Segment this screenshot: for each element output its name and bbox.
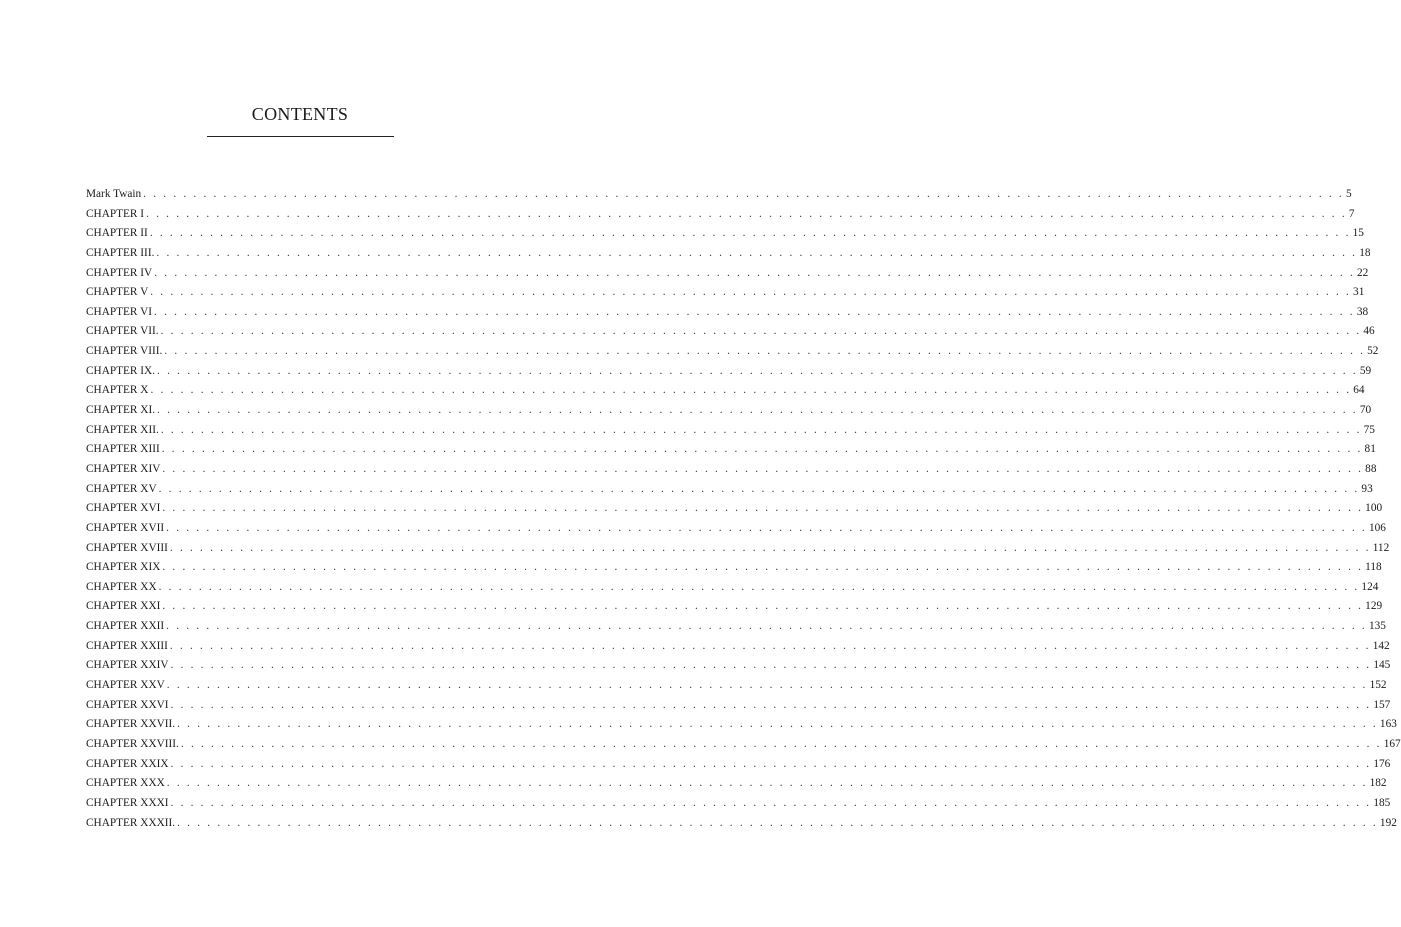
toc-entry[interactable] bbox=[86, 755, 1391, 775]
toc-entry-label: CHAPTER XXII bbox=[86, 620, 165, 633]
toc-entry[interactable] bbox=[86, 676, 1387, 696]
dot-leader: . . . . . . . . . . . . . . . . . . . . . . . . . . . . . . . . . . . . . . . . . . . . . . . . . . . . . . . . . . . . . . . . . . . . . . . . . . . . . . . . . . . . . . . . . . . . . . . . . . . . . . . . . . . . . . . . . . . . . . . . bbox=[166, 521, 1367, 534]
toc-entry[interactable] bbox=[86, 715, 1397, 735]
toc-entry-page-number: 18 bbox=[1359, 246, 1371, 259]
toc-entry-page-number: 112 bbox=[1372, 541, 1390, 554]
toc-entry-page-number: 118 bbox=[1365, 561, 1382, 574]
toc-entry-label: CHAPTER XXV bbox=[86, 679, 165, 692]
dot-leader: . . . . . . . . . . . . . . . . . . . . . . . . . . . . . . . . . . . . . . . . . . . . . . . . . . . . . . . . . . . . . . . . . . . . . . . . . . . . . . . . . . . . . . . . . . . . . . . . . . . . . . . . . . . . . . . . . . . . . . . . bbox=[143, 188, 1344, 200]
table-of-contents bbox=[86, 185, 1401, 833]
dot-leader: . . . . . . . . . . . . . . . . . . . . . . . . . . . . . . . . . . . . . . . . . . . . . . . . . . . . . . . . . . . . . . . . . . . . . . . . . . . . . . . . . . . . . . . . . . . . . . . . . . . . . . . . . . . . . . . . . . . . . . . . bbox=[164, 345, 1366, 358]
toc-entry-label: CHAPTER XXIX bbox=[86, 757, 169, 770]
toc-entry-label: CHAPTER XII. bbox=[86, 423, 159, 436]
toc-entry-page-number: 64 bbox=[1353, 384, 1365, 397]
dot-leader: . . . . . . . . . . . . . . . . . . . . . . . . . . . . . . . . . . . . . . . . . . . . . . . . . . . . . . . . . . . . . . . . . . . . . . . . . . . . . . . . . . . . . . . . . . . . . . . . . . . . . . . . . . . . . . . . . . . . . . . . bbox=[149, 227, 1351, 240]
toc-entry-page-number: 182 bbox=[1369, 777, 1387, 790]
toc-entry[interactable] bbox=[86, 578, 1379, 598]
toc-entry[interactable] bbox=[86, 597, 1383, 617]
toc-entry-page-number: 59 bbox=[1359, 364, 1372, 377]
toc-entry-page-number: 176 bbox=[1373, 757, 1391, 770]
toc-entry-label: CHAPTER XXVI bbox=[86, 698, 169, 711]
dot-leader: . . . . . . . . . . . . . . . . . . . . . . . . . . . . . . . . . . . . . . . . . . . . . . . . . . . . . . . . . . . . . . . . . . . . . . . . . . . . . . . . . . . . . . . . . . . . . . . . . . . . . . . . . . . . . . . . . . . . . . . . bbox=[157, 364, 1358, 377]
dot-leader: . . . . . . . . . . . . . . . . . . . . . . . . . . . . . . . . . . . . . . . . . . . . . . . . . . . . . . . . . . . . . . . . . . . . . . . . . . . . . . . . . . . . . . . . . . . . . . . . . . . . . . . . . . . . . . . . . . . . . . . . bbox=[161, 443, 1363, 456]
dot-leader: . . . . . . . . . . . . . . . . . . . . . . . . . . . . . . . . . . . . . . . . . . . . . . . . . . . . . . . . . . . . . . . . . . . . . . . . . . . . . . . . . . . . . . . . . . . . . . . . . . . . . . . . . . . . . . . . . . . . . . . . bbox=[162, 561, 1364, 574]
dot-leader: . . . . . . . . . . . . . . . . . . . . . . . . . . . . . . . . . . . . . . . . . . . . . . . . . . . . . . . . . . . . . . . . . . . . . . . . . . . . . . . . . . . . . . . . . . . . . . . . . . . . . . . . . . . . . . . . . . . . . . . . bbox=[170, 757, 1372, 770]
toc-entry-label: CHAPTER XXI bbox=[86, 600, 161, 613]
dot-leader: . . . . . . . . . . . . . . . . . . . . . . . . . . . . . . . . . . . . . . . . . . . . . . . . . . . . . . . . . . . . . . . . . . . . . . . . . . . . . . . . . . . . . . . . . . . . . . . . . . . . . . . . . . . . . . . . . . . . . . . . bbox=[162, 462, 1364, 475]
toc-entry-label: CHAPTER VI bbox=[86, 305, 153, 318]
toc-entry[interactable] bbox=[86, 499, 1383, 519]
toc-entry-label: CHAPTER V bbox=[86, 286, 149, 299]
toc-entry[interactable] bbox=[86, 519, 1386, 539]
toc-entry[interactable] bbox=[86, 774, 1387, 794]
toc-entry-page-number: 81 bbox=[1364, 443, 1376, 456]
toc-entry-label: CHAPTER VIII. bbox=[86, 345, 163, 358]
toc-entry-label: CHAPTER VII. bbox=[86, 325, 159, 338]
toc-entry[interactable] bbox=[86, 342, 1379, 362]
toc-entry[interactable] bbox=[86, 381, 1365, 401]
toc-entry-label: Mark Twain bbox=[86, 188, 142, 200]
dot-leader: . . . . . . . . . . . . . . . . . . . . . . . . . . . . . . . . . . . . . . . . . . . . . . . . . . . . . . . . . . . . . . . . . . . . . . . . . . . . . . . . . . . . . . . . . . . . . . . . . . . . . . . . . . . . . . . . . . . . . . . . bbox=[150, 286, 1352, 299]
dot-leader: . . . . . . . . . . . . . . . . . . . . . . . . . . . . . . . . . . . . . . . . . . . . . . . . . . . . . . . . . . . . . . . . . . . . . . . . . . . . . . . . . . . . . . . . . . . . . . . . . . . . . . . . . . . . . . . . . . . . . . . . bbox=[170, 698, 1372, 711]
toc-entry-label: CHAPTER XVI bbox=[86, 502, 161, 515]
toc-entry[interactable] bbox=[86, 205, 1355, 225]
toc-entry-label: CHAPTER XVIII bbox=[86, 541, 168, 554]
toc-entry-page-number: 46 bbox=[1363, 325, 1375, 338]
dot-leader: . . . . . . . . . . . . . . . . . . . . . . . . . . . . . . . . . . . . . . . . . . . . . . . . . . . . . . . . . . . . . . . . . . . . . . . . . . . . . . . . . . . . . . . . . . . . . . . . . . . . . . . . . . . . . . . . . . . . . . . . bbox=[156, 246, 1358, 259]
toc-entry[interactable] bbox=[86, 264, 1369, 284]
toc-entry-page-number: 157 bbox=[1373, 698, 1391, 711]
toc-entry[interactable] bbox=[86, 480, 1373, 500]
toc-entry[interactable] bbox=[86, 460, 1377, 480]
toc-entry-page-number: 163 bbox=[1379, 718, 1397, 731]
toc-entry-label: CHAPTER I bbox=[86, 207, 145, 220]
toc-entry-page-number: 145 bbox=[1373, 659, 1391, 672]
toc-entry[interactable] bbox=[86, 539, 1390, 559]
toc-entry[interactable] bbox=[86, 440, 1376, 460]
dot-leader: . . . . . . . . . . . . . . . . . . . . . . . . . . . . . . . . . . . . . . . . . . . . . . . . . . . . . . . . . . . . . . . . . . . . . . . . . . . . . . . . . . . . . . . . . . . . . . . . . . . . . . . . . . . . . . . . . . . . . . . . bbox=[150, 384, 1352, 397]
toc-entry-page-number: 192 bbox=[1379, 816, 1397, 829]
dot-leader: . . . . . . . . . . . . . . . . . . . . . . . . . . . . . . . . . . . . . . . . . . . . . . . . . . . . . . . . . . . . . . . . . . . . . . . . . . . . . . . . . . . . . . . . . . . . . . . . . . . . . . . . . . . . . . . . . . . . . . . . bbox=[158, 482, 1360, 495]
toc-entry-label: CHAPTER XXXII. bbox=[86, 816, 176, 829]
toc-entry-page-number: 167 bbox=[1383, 737, 1401, 750]
toc-entry[interactable] bbox=[86, 696, 1391, 716]
toc-entry-label: CHAPTER XI. bbox=[86, 404, 156, 417]
dot-leader: . . . . . . . . . . . . . . . . . . . . . . . . . . . . . . . . . . . . . . . . . . . . . . . . . . . . . . . . . . . . . . . . . . . . . . . . . . . . . . . . . . . . . . . . . . . . . . . . . . . . . . . . . . . . . . . . . . . . . . . . bbox=[169, 541, 1371, 554]
dot-leader: . . . . . . . . . . . . . . . . . . . . . . . . . . . . . . . . . . . . . . . . . . . . . . . . . . . . . . . . . . . . . . . . . . . . . . . . . . . . . . . . . . . . . . . . . . . . . . . . . . . . . . . . . . . . . . . . . . . . . . . . bbox=[162, 600, 1364, 613]
toc-entry-label: CHAPTER XIII bbox=[86, 443, 160, 456]
toc-entry[interactable] bbox=[86, 656, 1391, 676]
toc-entry-page-number: 100 bbox=[1365, 502, 1383, 515]
toc-entry-page-number: 7 bbox=[1348, 207, 1355, 220]
dot-leader: . . . . . . . . . . . . . . . . . . . . . . . . . . . . . . . . . . . . . . . . . . . . . . . . . . . . . . . . . . . . . . . . . . . . . . . . . . . . . . . . . . . . . . . . . . . . . . . . . . . . . . . . . . . . . . . . . . . . . . . . bbox=[158, 580, 1360, 593]
dot-leader: . . . . . . . . . . . . . . . . . . . . . . . . . . . . . . . . . . . . . . . . . . . . . . . . . . . . . . . . . . . . . . . . . . . . . . . . . . . . . . . . . . . . . . . . . . . . . . . . . . . . . . . . . . . . . . . . . . . . . . . . bbox=[177, 718, 1378, 731]
toc-entry-page-number: 129 bbox=[1365, 600, 1383, 613]
toc-entry-label: CHAPTER XXIV bbox=[86, 659, 169, 672]
toc-entry-page-number: 22 bbox=[1357, 266, 1369, 279]
dot-leader: . . . . . . . . . . . . . . . . . . . . . . . . . . . . . . . . . . . . . . . . . . . . . . . . . . . . . . . . . . . . . . . . . . . . . . . . . . . . . . . . . . . . . . . . . . . . . . . . . . . . . . . . . . . . . . . . . . . . . . . . bbox=[170, 659, 1372, 672]
toc-entry-page-number: 15 bbox=[1352, 227, 1364, 240]
toc-entry-label: CHAPTER IV bbox=[86, 266, 153, 279]
toc-entry[interactable] bbox=[86, 283, 1365, 303]
toc-entry-label: CHAPTER XXXI bbox=[86, 796, 169, 809]
toc-entry-page-number: 88 bbox=[1365, 462, 1377, 475]
toc-entry[interactable] bbox=[86, 224, 1364, 244]
toc-entry-label: CHAPTER XVII bbox=[86, 521, 165, 534]
dot-leader: . . . . . . . . . . . . . . . . . . . . . . . . . . . . . . . . . . . . . . . . . . . . . . . . . . . . . . . . . . . . . . . . . . . . . . . . . . . . . . . . . . . . . . . . . . . . . . . . . . . . . . . . . . . . . . . . . . . . . . . . bbox=[170, 796, 1372, 809]
toc-entry[interactable] bbox=[86, 617, 1386, 637]
toc-entry-label: CHAPTER XXVIII. bbox=[86, 737, 179, 750]
toc-entry[interactable] bbox=[86, 421, 1375, 441]
toc-entry-label: CHAPTER IX. bbox=[86, 364, 156, 377]
toc-entry-page-number: 38 bbox=[1356, 305, 1369, 318]
toc-entry-label: CHAPTER XV bbox=[86, 482, 157, 495]
toc-entry-label: CHAPTER XXVII. bbox=[86, 718, 176, 731]
dot-leader: . . . . . . . . . . . . . . . . . . . . . . . . . . . . . . . . . . . . . . . . . . . . . . . . . . . . . . . . . . . . . . . . . . . . . . . . . . . . . . . . . . . . . . . . . . . . . . . . . . . . . . . . . . . . . . . . . . . . . . . . bbox=[166, 777, 1368, 790]
title-underline bbox=[207, 136, 394, 137]
dot-leader: . . . . . . . . . . . . . . . . . . . . . . . . . . . . . . . . . . . . . . . . . . . . . . . . . . . . . . . . . . . . . . . . . . . . . . . . . . . . . . . . . . . . . . . . . . . . . . . . . . . . . . . . . . . . . . . . . . . . . . . . bbox=[154, 266, 1356, 279]
toc-entry-page-number: 106 bbox=[1368, 521, 1386, 534]
toc-entry[interactable] bbox=[86, 794, 1391, 814]
toc-entry-page-number: 70 bbox=[1359, 404, 1372, 417]
toc-entry[interactable] bbox=[86, 185, 1352, 205]
toc-entry-label: CHAPTER XIV bbox=[86, 462, 161, 475]
dot-leader: . . . . . . . . . . . . . . . . . . . . . . . . . . . . . . . . . . . . . . . . . . . . . . . . . . . . . . . . . . . . . . . . . . . . . . . . . . . . . . . . . . . . . . . . . . . . . . . . . . . . . . . . . . . . . . . . . . . . . . . . bbox=[166, 679, 1368, 692]
dot-leader: . . . . . . . . . . . . . . . . . . . . . . . . . . . . . . . . . . . . . . . . . . . . . . . . . . . . . . . . . . . . . . . . . . . . . . . . . . . . . . . . . . . . . . . . . . . . . . . . . . . . . . . . . . . . . . . . . . . . . . . . bbox=[166, 620, 1367, 633]
toc-entry-label: CHAPTER II bbox=[86, 227, 148, 240]
toc-entry[interactable] bbox=[86, 244, 1371, 264]
dot-leader: . . . . . . . . . . . . . . . . . . . . . . . . . . . . . . . . . . . . . . . . . . . . . . . . . . . . . . . . . . . . . . . . . . . . . . . . . . . . . . . . . . . . . . . . . . . . . . . . . . . . . . . . . . . . . . . . . . . . . . . . bbox=[162, 502, 1364, 515]
toc-entry[interactable] bbox=[86, 558, 1382, 578]
toc-entry-label: CHAPTER XX bbox=[86, 580, 157, 593]
dot-leader: . . . . . . . . . . . . . . . . . . . . . . . . . . . . . . . . . . . . . . . . . . . . . . . . . . . . . . . . . . . . . . . . . . . . . . . . . . . . . . . . . . . . . . . . . . . . . . . . . . . . . . . . . . . . . . . . . . . . . . . . bbox=[169, 639, 1371, 652]
dot-leader: . . . . . . . . . . . . . . . . . . . . . . . . . . . . . . . . . . . . . . . . . . . . . . . . . . . . . . . . . . . . . . . . . . . . . . . . . . . . . . . . . . . . . . . . . . . . . . . . . . . . . . . . . . . . . . . . . . . . . . . . bbox=[180, 737, 1382, 750]
dot-leader: . . . . . . . . . . . . . . . . . . . . . . . . . . . . . . . . . . . . . . . . . . . . . . . . . . . . . . . . . . . . . . . . . . . . . . . . . . . . . . . . . . . . . . . . . . . . . . . . . . . . . . . . . . . . . . . . . . . . . . . . bbox=[160, 423, 1362, 436]
toc-entry-page-number: 142 bbox=[1372, 639, 1390, 652]
dot-leader: . . . . . . . . . . . . . . . . . . . . . . . . . . . . . . . . . . . . . . . . . . . . . . . . . . . . . . . . . . . . . . . . . . . . . . . . . . . . . . . . . . . . . . . . . . . . . . . . . . . . . . . . . . . . . . . . . . . . . . . . bbox=[177, 816, 1378, 829]
toc-entry-label: CHAPTER X bbox=[86, 384, 149, 397]
toc-entry-page-number: 5 bbox=[1345, 188, 1352, 200]
toc-entry-page-number: 185 bbox=[1373, 796, 1391, 809]
toc-entry[interactable] bbox=[86, 303, 1369, 323]
dot-leader: . . . . . . . . . . . . . . . . . . . . . . . . . . . . . . . . . . . . . . . . . . . . . . . . . . . . . . . . . . . . . . . . . . . . . . . . . . . . . . . . . . . . . . . . . . . . . . . . . . . . . . . . . . . . . . . . . . . . . . . . bbox=[146, 207, 1347, 220]
toc-entry-page-number: 135 bbox=[1368, 620, 1386, 633]
toc-entry-page-number: 31 bbox=[1353, 286, 1365, 299]
toc-entry-page-number: 152 bbox=[1369, 679, 1387, 692]
toc-entry[interactable] bbox=[86, 814, 1397, 834]
toc-entry[interactable] bbox=[86, 401, 1372, 421]
toc-entry[interactable] bbox=[86, 637, 1390, 657]
dot-leader: . . . . . . . . . . . . . . . . . . . . . . . . . . . . . . . . . . . . . . . . . . . . . . . . . . . . . . . . . . . . . . . . . . . . . . . . . . . . . . . . . . . . . . . . . . . . . . . . . . . . . . . . . . . . . . . . . . . . . . . . bbox=[157, 404, 1358, 417]
toc-entry[interactable] bbox=[86, 322, 1375, 342]
page-title: CONTENTS bbox=[251, 104, 349, 124]
dot-leader: . . . . . . . . . . . . . . . . . . . . . . . . . . . . . . . . . . . . . . . . . . . . . . . . . . . . . . . . . . . . . . . . . . . . . . . . . . . . . . . . . . . . . . . . . . . . . . . . . . . . . . . . . . . . . . . . . . . . . . . . bbox=[154, 305, 1355, 318]
toc-entry[interactable] bbox=[86, 735, 1401, 755]
dot-leader: . . . . . . . . . . . . . . . . . . . . . . . . . . . . . . . . . . . . . . . . . . . . . . . . . . . . . . . . . . . . . . . . . . . . . . . . . . . . . . . . . . . . . . . . . . . . . . . . . . . . . . . . . . . . . . . . . . . . . . . . bbox=[160, 325, 1362, 338]
toc-entry-label: CHAPTER XXX bbox=[86, 777, 165, 790]
toc-entry[interactable] bbox=[86, 362, 1372, 382]
toc-entry-page-number: 75 bbox=[1363, 423, 1375, 436]
toc-entry-label: CHAPTER III. bbox=[86, 246, 155, 259]
toc-entry-page-number: 93 bbox=[1361, 482, 1373, 495]
toc-entry-label: CHAPTER XIX bbox=[86, 561, 161, 574]
toc-entry-label: CHAPTER XXIII bbox=[86, 639, 168, 652]
toc-entry-page-number: 52 bbox=[1367, 345, 1379, 358]
toc-entry-page-number: 124 bbox=[1361, 580, 1379, 593]
